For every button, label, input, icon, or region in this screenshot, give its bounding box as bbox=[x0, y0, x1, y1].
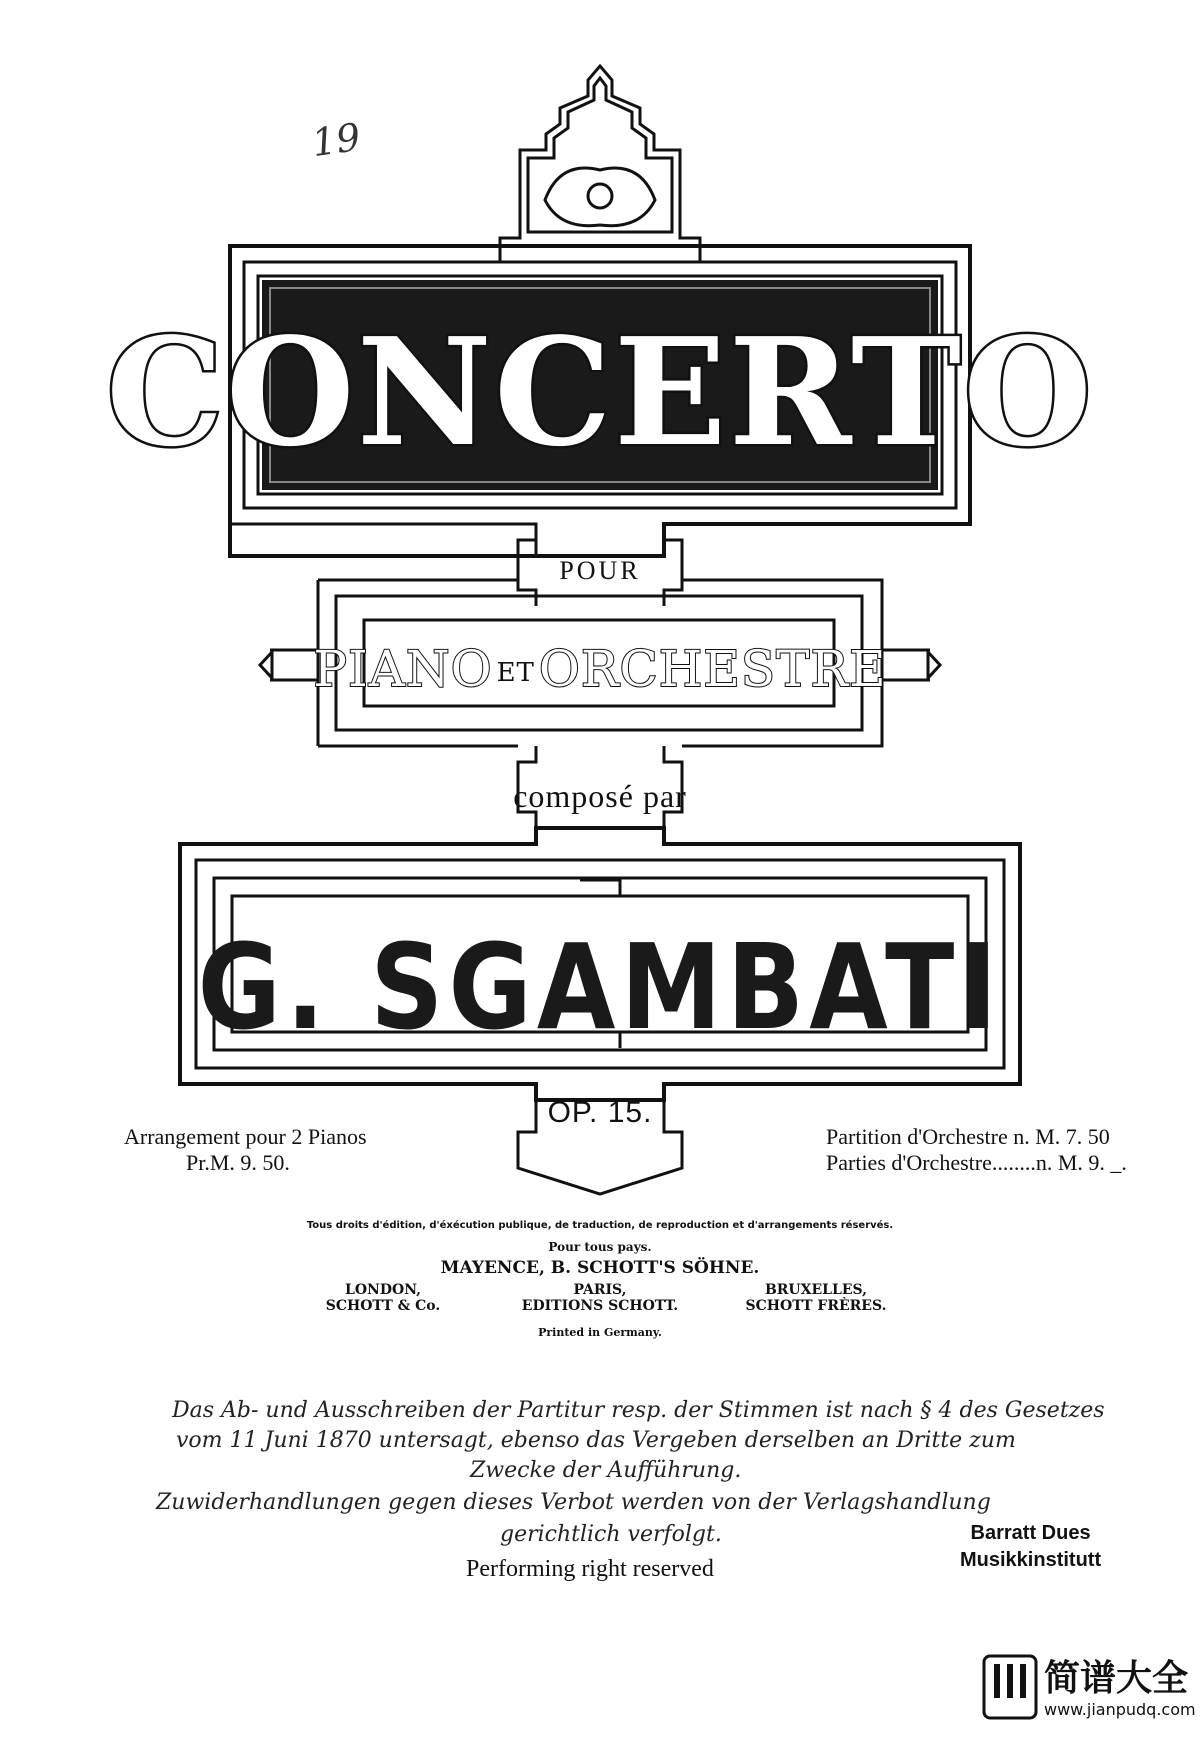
price-right-line2: Parties d'Orchestre........n. M. 9. _. bbox=[826, 1150, 1127, 1175]
library-stamp bbox=[960, 1522, 1101, 1572]
compose-par: composé par bbox=[513, 778, 687, 814]
notice-line-5: gerichtlich verfolgt. bbox=[500, 1522, 722, 1547]
printed-in: Printed in Germany. bbox=[538, 1326, 662, 1339]
pour-label: POUR bbox=[559, 556, 641, 585]
price-left-line1: Arrangement pour 2 Pianos bbox=[124, 1124, 367, 1149]
publisher-main: MAYENCE, B. SCHOTT'S SÖHNE. bbox=[440, 1258, 760, 1278]
pour-tous-pays: Pour tous pays. bbox=[548, 1240, 652, 1254]
prices-left bbox=[124, 1124, 367, 1176]
instrumentation bbox=[0, 640, 1200, 698]
opus-number: OP. 15. bbox=[547, 1096, 653, 1129]
branch-london bbox=[318, 1282, 448, 1314]
notice-line-3: Zwecke der Aufführung. bbox=[470, 1458, 742, 1483]
et-word: ET bbox=[496, 658, 535, 688]
branch-bruxelles bbox=[736, 1282, 896, 1314]
price-right-line1: Partition d'Orchestre n. M. 7. 50 bbox=[826, 1124, 1110, 1149]
performing-right: Performing right reserved bbox=[466, 1556, 714, 1582]
title: CONCERTO bbox=[105, 305, 1095, 479]
piano-keys-icon bbox=[982, 1654, 1038, 1720]
branch-paris bbox=[510, 1282, 690, 1314]
stamp-line2: Musikkinstitutt bbox=[960, 1549, 1102, 1571]
notice-line-4: Zuwiderhandlungen gegen dieses Verbot werden von der Verlagshandlung bbox=[156, 1490, 991, 1515]
branch-house: EDITIONS SCHOTT. bbox=[521, 1298, 679, 1314]
branch-city: BRUXELLES, bbox=[764, 1282, 868, 1298]
branch-house: SCHOTT & Co. bbox=[325, 1298, 441, 1314]
piano-word: PIANO bbox=[313, 640, 493, 698]
price-left-line2: Pr.M. 9. 50. bbox=[186, 1150, 290, 1175]
branch-house: SCHOTT FRÈRES. bbox=[745, 1298, 887, 1314]
watermark-url: www.jianpudq.com bbox=[1044, 1700, 1196, 1719]
branch-city: PARIS, bbox=[573, 1282, 627, 1298]
stamp-line1: Barratt Dues bbox=[970, 1522, 1091, 1544]
watermark-cn: 简谱大全 bbox=[1044, 1658, 1189, 1699]
notice-line-1: Das Ab- und Ausschreiben der Partitur resp. der Stimmen ist nach § 4 des Gesetzes bbox=[172, 1398, 1105, 1423]
orchestre-word: ORCHESTRE bbox=[538, 640, 887, 698]
handwritten-number: 19 bbox=[309, 114, 364, 166]
rights-notice: Tous droits d'édition, d'éxécution publique, de traduction, de reproduction et d'arrangements réservés. bbox=[306, 1220, 894, 1231]
notice-line-2: vom 11 Juni 1870 untersagt, ebenso das Vergeben derselben an Dritte zum bbox=[176, 1428, 1016, 1453]
prices-right bbox=[826, 1124, 1127, 1176]
branch-city: LONDON, bbox=[345, 1282, 421, 1298]
watermark-logo bbox=[978, 1638, 1200, 1738]
composer-name: G. SGAMBATI bbox=[197, 918, 1003, 1056]
